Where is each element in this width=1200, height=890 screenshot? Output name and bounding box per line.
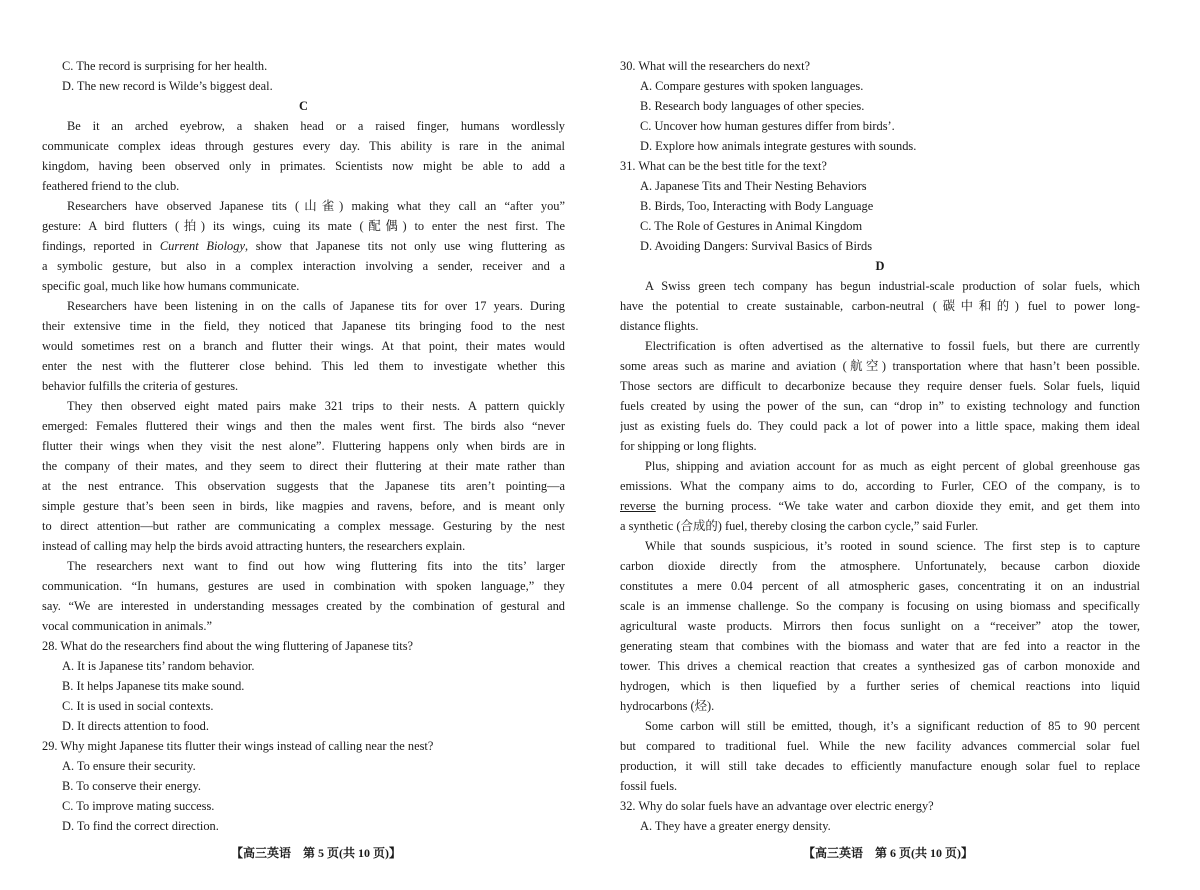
- underlined-word: reverse: [620, 499, 656, 513]
- question-option: C. The record is surprising for her health.: [62, 59, 268, 73]
- passage-line: hydrocarbons (烃).: [620, 699, 715, 713]
- passage-line: simple gesture that’s been seen in birds, like magpies and ravens, before, and is meant only: [42, 499, 565, 513]
- question-option: C. To improve mating success.: [62, 799, 215, 813]
- passage-line: their extensive time in the field, they noticed that Japanese tits bringing food to the nest: [42, 319, 565, 333]
- passage-line: communication. “In humans, gestures are used in combination with spoken language,” they: [42, 579, 565, 593]
- passage-text: , show that Japanese tits not only use wing fluttering as: [244, 239, 565, 253]
- question-option: D. It directs attention to food.: [62, 719, 209, 733]
- passage-line: production, it will still take decades to efficiently manufacture enough solar fuel to replace: [620, 759, 1140, 773]
- question-29: 29. Why might Japanese tits flutter their wings instead of calling near the nest?: [42, 739, 434, 753]
- question-option: C. The Role of Gestures in Animal Kingdom: [640, 219, 863, 233]
- question-option: D. The new record is Wilde’s biggest deal.: [62, 79, 273, 93]
- question-option: D. To find the correct direction.: [62, 819, 219, 833]
- passage-line: Those sectors are difficult to decarbonize because they require denser fuels. Solar fuels, liquid: [620, 379, 1140, 393]
- passage-line: instead of calling may help the birds avoid attracting hunters, the researchers explain.: [42, 539, 466, 553]
- question-option: D. Avoiding Dangers: Survival Basics of Birds: [640, 239, 873, 253]
- passage-line: distance flights.: [620, 319, 699, 333]
- passage-line: kingdom, having been observed only in primates. Scientists now might be able to add a: [42, 159, 565, 173]
- passage-text: findings, reported in: [42, 239, 160, 253]
- passage-line: the company of their mates, and they seem to direct their fluttering at their mate rather than: [42, 459, 565, 473]
- passage-line: hydrogen, which is then liquefied by a further series of chemical reactions into liquid: [620, 679, 1140, 693]
- passage-line: a symbolic gesture, but also in a complex interaction involving a sender, receiver and a: [42, 259, 565, 273]
- question-option: B. Research body languages of other species.: [640, 99, 865, 113]
- question-option: A. Compare gestures with spoken languages.: [640, 79, 864, 93]
- question-30: 30. What will the researchers do next?: [620, 59, 811, 73]
- passage-line: emerged: Females fluttered their wings and then the males went first. The birds also “never: [42, 419, 565, 433]
- question-option: C. Uncover how human gestures differ from birds’.: [640, 119, 895, 133]
- question-28: 28. What do the researchers find about the wing fluttering of Japanese tits?: [42, 639, 414, 653]
- passage-line: specific goal, much like how humans communicate.: [42, 279, 300, 293]
- passage-line: The researchers next want to find out how wing fluttering fits into the tits’ larger: [67, 559, 565, 573]
- question-32: 32. Why do solar fuels have an advantage over electric energy?: [620, 799, 934, 813]
- passage-line: communicate complex ideas through gestures every day. This ability is rare in the animal: [42, 139, 565, 153]
- passage-line: have the potential to create sustainable, carbon-neutral (碳中和的) fuel to power long-: [620, 299, 1140, 313]
- passage-line: carbon dioxide directly from the atmosphere. Unfortunately, because carbon dioxide: [620, 559, 1140, 573]
- passage-line: behavior fulfills the criteria of gestures.: [42, 379, 239, 393]
- passage-line: They then observed eight mated pairs make 321 trips to their nests. A pattern quickly: [67, 399, 565, 413]
- right-page-column: [620, 56, 1140, 836]
- passage-line: A Swiss green tech company has begun industrial-scale production of solar fuels, which: [645, 279, 1140, 293]
- passage-line: fuels created by using the power of the sun, can “drop in” to existing technology and function: [620, 399, 1140, 413]
- question-option: A. They have a greater energy density.: [640, 819, 831, 833]
- passage-line: say. “We are interested in understanding messages created by the combination of gestural and: [42, 599, 565, 613]
- passage-line: gesture: A bird flutters (拍) its wings, cuing its mate (配偶) to enter the nest first. The: [42, 219, 565, 233]
- passage-line: Electrification is often advertised as the alternative to fossil fuels, but there are currently: [645, 339, 1140, 353]
- passage-line: some areas such as marine and aviation (航空) transportation where that hasn’t been possible.: [620, 359, 1140, 373]
- passage-line: emissions. What the company aims to do, according to Furler, CEO of the company, is to: [620, 479, 1140, 493]
- passage-line: constitutes a mere 0.04 percent of all atmospheric gases, concentrating it on an industrial: [620, 579, 1140, 593]
- question-option: A. It is Japanese tits’ random behavior.: [62, 659, 255, 673]
- question-option: B. It helps Japanese tits make sound.: [62, 679, 245, 693]
- question-31: 31. What can be the best title for the text?: [620, 159, 827, 173]
- passage-line: Researchers have been listening in on the calls of Japanese tits for over 17 years. During: [67, 299, 565, 313]
- page-footer-left: 【高三英语 第 5 页(共 10 页)】: [231, 846, 401, 860]
- passage-line: Some carbon will still be emitted, though, it’s a significant reduction of 85 to 90 percent: [645, 719, 1140, 733]
- question-option: C. It is used in social contexts.: [62, 699, 214, 713]
- passage-line: [620, 496, 1140, 516]
- passage-line: feathered friend to the club.: [42, 179, 180, 193]
- page-footer-right: 【高三英语 第 6 页(共 10 页)】: [803, 846, 973, 860]
- passage-line: flutter their wings when they visit the nest alone”. Fluttering happens only when birds are in: [42, 439, 565, 453]
- passage-line: vocal communication in animals.”: [42, 619, 212, 633]
- section-heading-d: D: [875, 259, 885, 273]
- passage-line: for shipping or long flights.: [620, 439, 757, 453]
- passage-line: Be it an arched eyebrow, a shaken head or a raised finger, humans wordlessly: [67, 119, 565, 133]
- passage-line: Plus, shipping and aviation account for as much as eight percent of global greenhouse gas: [645, 459, 1140, 473]
- passage-line: generating steam that combines with the biomass and water that are fed into a reactor in the: [620, 639, 1140, 653]
- passage-line: agricultural waste products. Mirrors then focus sunlight on a “receiver” atop the tower,: [620, 619, 1140, 633]
- passage-line: a synthetic (合成的) fuel, thereby closing the carbon cycle,” said Furler.: [620, 519, 979, 533]
- question-option: B. To conserve their energy.: [62, 779, 201, 793]
- left-page-column: [42, 56, 565, 836]
- passage-line: tower. This drives a chemical reaction that creates a synthesized gas of carbon monoxide and: [620, 659, 1140, 673]
- passage-line: While that sounds suspicious, it’s rooted in sound science. The first step is to capture: [645, 539, 1140, 553]
- question-option: A. To ensure their security.: [62, 759, 196, 773]
- passage-line: but compared to traditional fuel. While the new facility advances commercial solar fuel: [620, 739, 1140, 753]
- passage-line: [42, 236, 565, 256]
- passage-text: the burning process. “We take water and carbon dioxide they emit, and get them into: [655, 499, 1140, 513]
- question-option: D. Explore how animals integrate gestures with sounds.: [640, 139, 917, 153]
- passage-line: Researchers have observed Japanese tits (山雀) making what they call an “after you”: [67, 199, 565, 213]
- passage-line: just as existing fuels do. They could pack a lot of power into a little space, making them ideal: [620, 419, 1140, 433]
- passage-line: fossil fuels.: [620, 779, 678, 793]
- question-option: B. Birds, Too, Interacting with Body Language: [640, 199, 874, 213]
- passage-line: at the nest entrance. This observation suggests that the Japanese tits aren’t pointing—a: [42, 479, 565, 493]
- question-option: A. Japanese Tits and Their Nesting Behaviors: [640, 179, 867, 193]
- section-heading-c: C: [299, 99, 308, 113]
- passage-line: to direct attention—but rather are communicating a complex message. Gesturing by the nest: [42, 519, 565, 533]
- journal-name: Current Biology: [159, 239, 245, 253]
- passage-line: would sometimes rest on a branch and flutter their wings. At that point, their mates would: [42, 339, 565, 353]
- passage-line: enter the nest with the flutterer close behind. This led them to investigate whether this: [42, 359, 565, 373]
- passage-line: scale is an immense challenge. So the company is focusing on using biomass and specifically: [620, 599, 1140, 613]
